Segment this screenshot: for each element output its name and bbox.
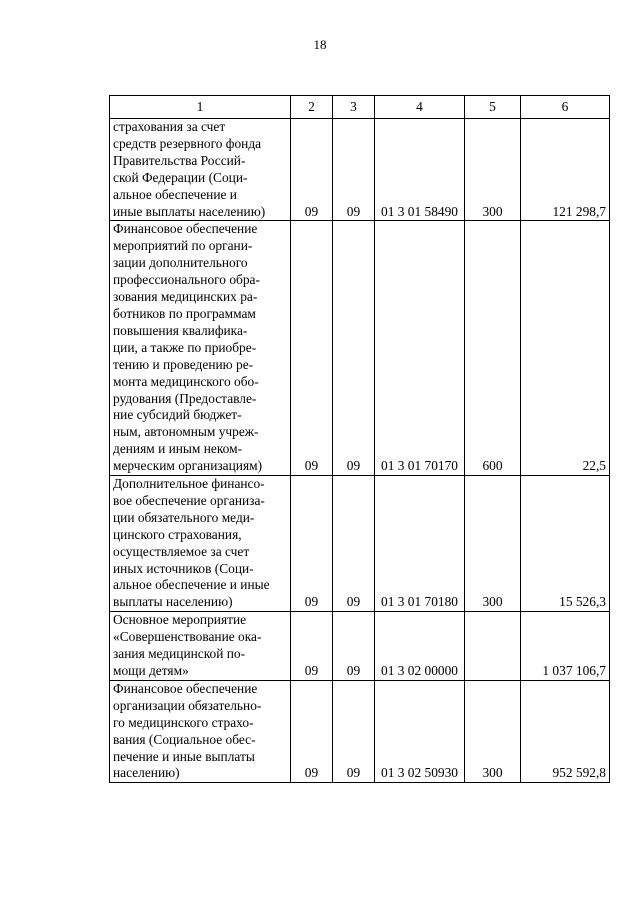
- expense-type-code: 300: [465, 119, 521, 221]
- expense-type-code: [465, 612, 521, 681]
- description-line: организации обязательно-: [113, 697, 262, 713]
- description-line: рудования (Предоставле-: [113, 390, 257, 406]
- description-line: Финансовое обеспечение: [113, 221, 258, 237]
- description-line: цинского страхования,: [113, 526, 242, 542]
- table-row: [110, 680, 610, 782]
- amount: 1 037 106,7: [521, 612, 610, 681]
- description-line: мощи детям»: [113, 663, 189, 678]
- amount: 22,5: [521, 221, 610, 476]
- expense-type-code: 300: [465, 476, 521, 612]
- section-code: 09: [291, 221, 333, 476]
- description-line: Финансовое обеспечение: [113, 680, 258, 696]
- description-line: зования медицинских ра-: [113, 289, 258, 305]
- description-line: Дополнительное финансо-: [113, 476, 265, 492]
- row-description: [110, 476, 291, 612]
- target-article-code: 01 3 01 58490: [375, 119, 465, 221]
- description-line: мерческим организациям): [113, 458, 263, 474]
- expense-type-code: 600: [465, 221, 521, 476]
- target-article-code: 01 3 02 00000: [375, 612, 465, 681]
- description-line: профессионального обра-: [113, 272, 260, 288]
- description-line: страхования за счет: [113, 119, 226, 134]
- expense-type-code: 300: [465, 680, 521, 782]
- description-line: ным, автономным учреж-: [113, 424, 259, 440]
- column-header-6: 6: [521, 96, 610, 119]
- description-line: тению и проведению ре-: [113, 356, 254, 372]
- column-header-5: 5: [465, 96, 521, 119]
- row-description: [110, 221, 291, 476]
- description-line: «Совершенствование ока-: [113, 629, 262, 645]
- description-line: иных источников (Соци-: [113, 560, 254, 576]
- table-row: [110, 476, 610, 612]
- description-line: Правительства Россий-: [113, 152, 246, 168]
- description-line: зации дополнительного: [113, 255, 248, 271]
- section-code: 09: [291, 119, 333, 221]
- row-description: [110, 680, 291, 782]
- target-article-code: 01 3 01 70170: [375, 221, 465, 476]
- subsection-code: 09: [333, 119, 375, 221]
- description-line: ской Федерации (Соци-: [113, 169, 248, 185]
- amount: 952 592,8: [521, 680, 610, 782]
- subsection-code: 09: [333, 476, 375, 612]
- table-row: [110, 612, 610, 681]
- description-line: осуществляемое за счет: [113, 543, 250, 559]
- description-line: го медицинского страхо-: [113, 714, 254, 730]
- description-line: ботников по программам: [113, 305, 256, 321]
- table-row: [110, 221, 610, 476]
- table-body: [110, 119, 610, 783]
- description-line: мероприятий по органи-: [113, 238, 253, 254]
- description-line: населению): [113, 765, 180, 781]
- target-article-code: 01 3 01 70180: [375, 476, 465, 612]
- description-line: иные выплаты населению): [113, 203, 266, 219]
- description-line: повышения квалифика-: [113, 322, 248, 338]
- subsection-code: 09: [333, 221, 375, 476]
- row-description: [110, 612, 291, 681]
- description-line: монта медицинского обо-: [113, 373, 259, 389]
- column-header-1: 1: [110, 96, 291, 119]
- column-header-4: 4: [375, 96, 465, 119]
- description-line: ции обязательного меди-: [113, 509, 255, 525]
- description-line: дениям и иным неком-: [113, 441, 243, 457]
- column-header-2: 2: [291, 96, 333, 119]
- subsection-code: 09: [333, 680, 375, 782]
- description-line: вое обеспечение организа-: [113, 492, 265, 508]
- target-article-code: 01 3 02 50930: [375, 680, 465, 782]
- description-line: Основное мероприятие: [113, 612, 247, 628]
- description-line: вания (Социальное обес-: [113, 731, 256, 747]
- description-line: средств резервного фонда: [113, 135, 262, 151]
- description-line: печение и иные выплаты: [113, 748, 255, 764]
- amount: 121 298,7: [521, 119, 610, 221]
- section-code: 09: [291, 612, 333, 681]
- description-line: альное обеспечение и: [113, 186, 237, 202]
- section-code: 09: [291, 680, 333, 782]
- budget-table: [109, 95, 610, 783]
- table-row: [110, 119, 610, 221]
- amount: 15 526,3: [521, 476, 610, 612]
- description-line: ции, а также по приобре-: [113, 339, 257, 355]
- description-line: ние субсидий бюджет-: [113, 407, 242, 423]
- description-line: зания медицинской по-: [113, 646, 246, 662]
- page-number: 18: [313, 37, 327, 52]
- row-description: [110, 119, 291, 221]
- section-code: 09: [291, 476, 333, 612]
- description-line: альное обеспечение и иные: [113, 577, 270, 593]
- column-header-3: 3: [333, 96, 375, 119]
- description-line: выплаты населению): [113, 594, 233, 610]
- table-header-row: [110, 96, 610, 119]
- subsection-code: 09: [333, 612, 375, 681]
